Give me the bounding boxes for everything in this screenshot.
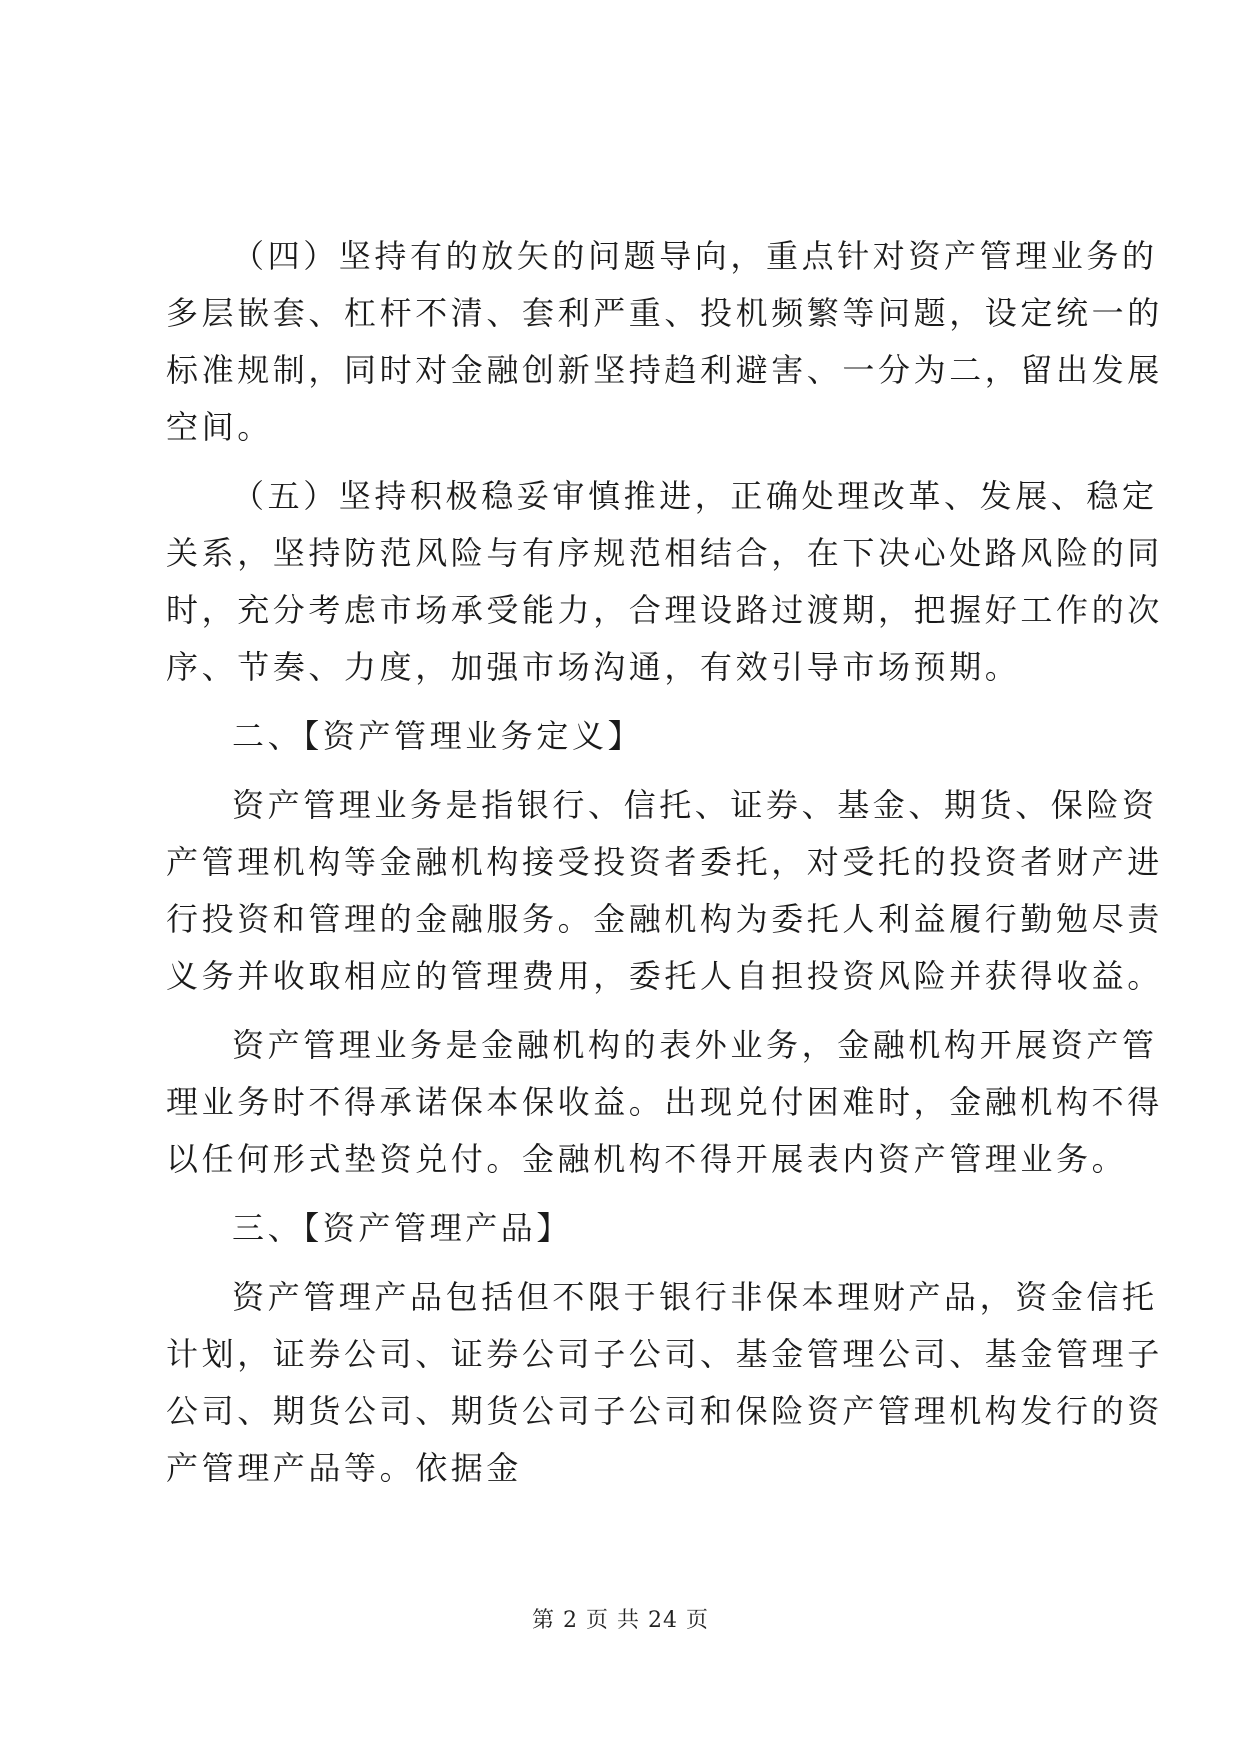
text-line: 产管理机构等金融机构接受投资者委托，对受托的投资者财产进 xyxy=(166,843,1163,881)
document-body xyxy=(166,228,1163,1497)
text-line: 以任何形式垫资兑付。金融机构不得开展表内资产管理业务。 xyxy=(166,1140,1128,1178)
text-line: 多层嵌套、杠杆不清、套利严重、投机频繁等问题，设定统一的 xyxy=(166,294,1163,332)
section-heading-definition xyxy=(166,708,1086,765)
text-line: 资产管理业务是指银行、信托、证券、基金、期货、保险资 xyxy=(232,786,1158,824)
paragraph-products xyxy=(166,1269,1163,1497)
heading-line: 三、【资产管理产品】 xyxy=(232,1209,573,1247)
text-line: 序、节奏、力度，加强市场沟通，有效引导市场预期。 xyxy=(166,648,1021,686)
heading-line: 二、【资产管理业务定义】 xyxy=(232,717,644,755)
text-line: 时，充分考虑市场承受能力，合理设路过渡期，把握好工作的次 xyxy=(166,591,1163,629)
section-heading-products xyxy=(166,1200,1086,1257)
text-line: 义务并收取相应的管理费用，委托人自担投资风险并获得收益。 xyxy=(166,957,1163,995)
text-line: （五）坚持积极稳妥审慎推进，正确处理改革、发展、稳定 xyxy=(232,477,1158,515)
text-line: 资产管理业务是金融机构的表外业务，金融机构开展资产管 xyxy=(232,1026,1158,1064)
text-line: 理业务时不得承诺保本保收益。出现兑付困难时，金融机构不得 xyxy=(166,1083,1163,1121)
text-line: 空间。 xyxy=(166,408,273,446)
paragraph-principle-4 xyxy=(166,228,1163,456)
paragraph-definition xyxy=(166,777,1163,1005)
text-line: 产管理产品等。依据金 xyxy=(166,1449,523,1487)
text-line: 公司、期货公司、期货公司子公司和保险资产管理机构发行的资 xyxy=(166,1392,1163,1430)
paragraph-off-balance xyxy=(166,1017,1163,1188)
paragraph-principle-5 xyxy=(166,468,1163,696)
text-line: 关系，坚持防范风险与有序规范相结合，在下决心处路风险的同 xyxy=(166,534,1163,572)
page-number-footer: 第 2 页 共 24 页 xyxy=(532,1608,709,1633)
text-line: 资产管理产品包括但不限于银行非保本理财产品，资金信托 xyxy=(232,1278,1158,1316)
text-line: （四）坚持有的放矢的问题导向，重点针对资产管理业务的 xyxy=(232,237,1158,275)
text-line: 标准规制，同时对金融创新坚持趋利避害、一分为二，留出发展 xyxy=(166,351,1163,389)
text-line: 计划，证券公司、证券公司子公司、基金管理公司、基金管理子 xyxy=(166,1335,1163,1373)
text-line: 行投资和管理的金融服务。金融机构为委托人利益履行勤勉尽责 xyxy=(166,900,1163,938)
